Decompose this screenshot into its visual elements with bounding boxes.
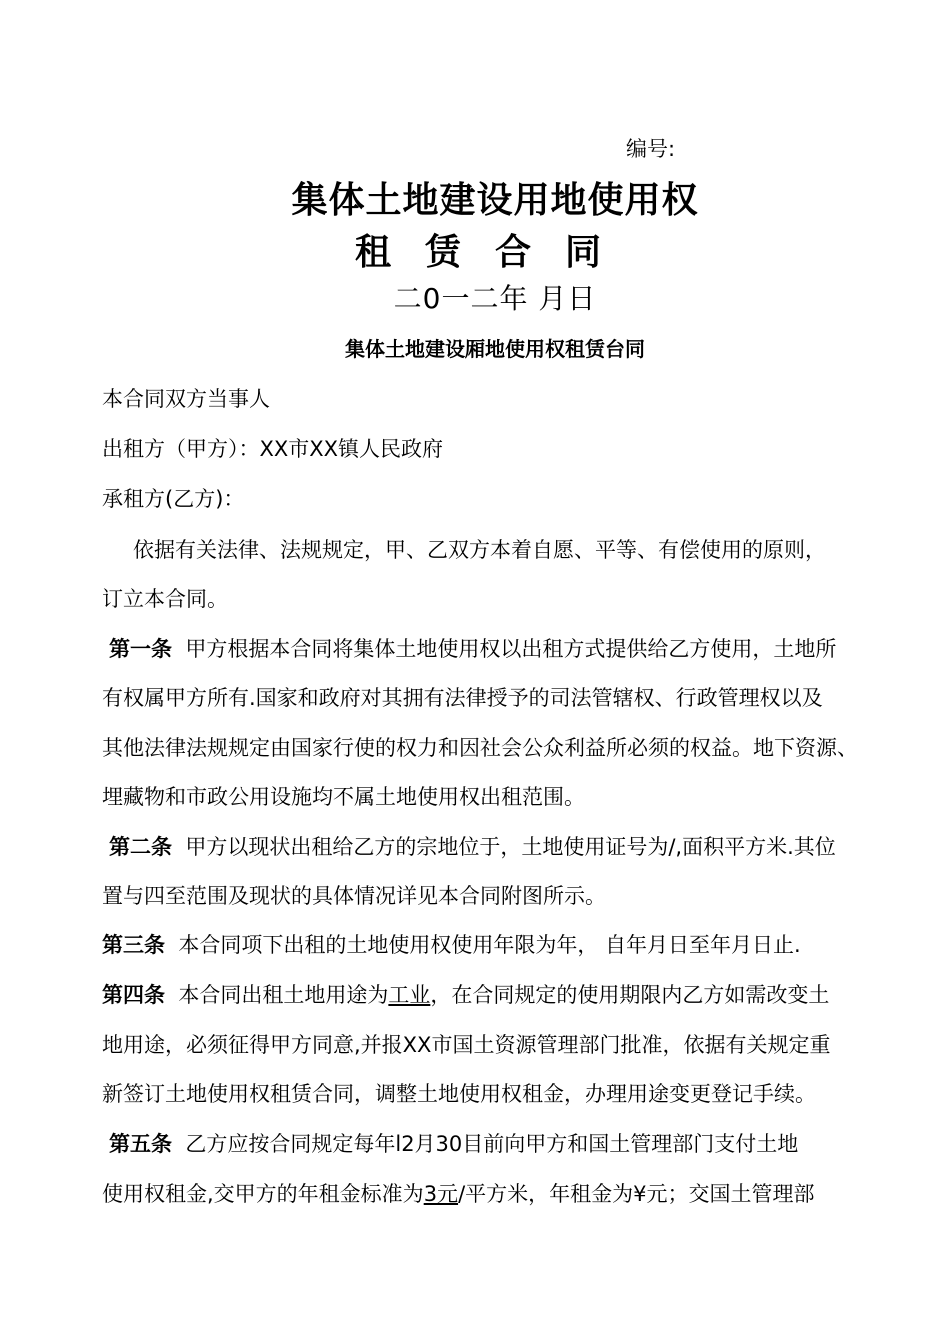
article-1-line: 其他法律法规规定由国家行使的权力和因社会公众利益所必须的权益。地下资源、 (102, 736, 858, 760)
article-3-heading: 第三条 (102, 933, 165, 957)
article-5-line (102, 1178, 815, 1208)
article-5-line (109, 1128, 798, 1158)
article-3-line (102, 929, 801, 959)
lessor-line: 出租方（甲方）：XX市XX镇人民政府 (102, 437, 444, 461)
article-1-line (109, 633, 836, 663)
article-2-heading: 第二条 (109, 835, 172, 859)
rent-rate-value: 3元 (423, 1182, 459, 1206)
article-2-line: 置与四至范围及现状的具体情况详见本合同附图所示。 (102, 884, 606, 908)
article-3-text: 本合同项下出租的土地使用权使用年限为年， 自年月日至年月日止. (178, 933, 801, 957)
document-title: 集体土地建设用地使用权 (291, 180, 699, 221)
article-4-line: 地用途，必须征得甲方同意,并报XX市国土资源管理部门批准，依据有关规定重 (102, 1033, 831, 1057)
land-use-value: 工业 (388, 983, 431, 1007)
article-4-heading: 第四条 (102, 983, 165, 1007)
article-4-text: ，在合同规定的使用期限内乙方如需改变土 (430, 983, 830, 1007)
lessee-line: 承租方(乙方)： (102, 487, 245, 511)
article-4-line: 新签订土地使用权租赁合同，调整土地使用权租金，办理用途变更登记手续。 (102, 1082, 816, 1106)
document-title-line2: 租赁合同 (354, 232, 635, 273)
parties-intro: 本合同双方当事人 (102, 387, 270, 411)
article-1-heading: 第一条 (109, 637, 172, 661)
article-5-text: 使用权租金,交甲方的年租金标准为 (102, 1182, 424, 1206)
article-5-heading: 第五条 (109, 1132, 172, 1156)
article-1-line: 有权属甲方所有.国家和政府对其拥有法律授予的司法管辖权、行政管理权以及 (102, 686, 823, 710)
document-date: 二0一二年 月日 (393, 282, 597, 315)
article-5-text: /平方米，年租金为¥元；交国土管理部 (458, 1182, 815, 1206)
article-4-text: 本合同出租土地用途为 (178, 983, 389, 1007)
article-2-text: 甲方以现状出租给乙方的宗地位于，土地使用证号为/,面积平方米.其位 (185, 835, 836, 859)
article-4-line (102, 979, 829, 1009)
article-1-line: 埋藏物和市政公用设施均不属土地使用权出租范围。 (102, 785, 585, 809)
article-1-text: 甲方根据本合同将集体土地使用权以出租方式提供给乙方使用，土地所 (185, 637, 837, 661)
preamble-line: 订立本合同。 (102, 587, 228, 611)
article-5-text: 乙方应按合同规定每年l2月30目前向甲方和国土管理部门支付土地 (185, 1132, 799, 1156)
preamble-line: 依据有关法律、法规规定，甲、乙双方本着自愿、平等、有偿使用的原则， (133, 538, 826, 562)
contract-subtitle: 集体土地建设厢地使用权租赁台同 (345, 337, 645, 361)
article-2-line (109, 831, 836, 861)
serial-number-label: 编号: (626, 137, 676, 161)
